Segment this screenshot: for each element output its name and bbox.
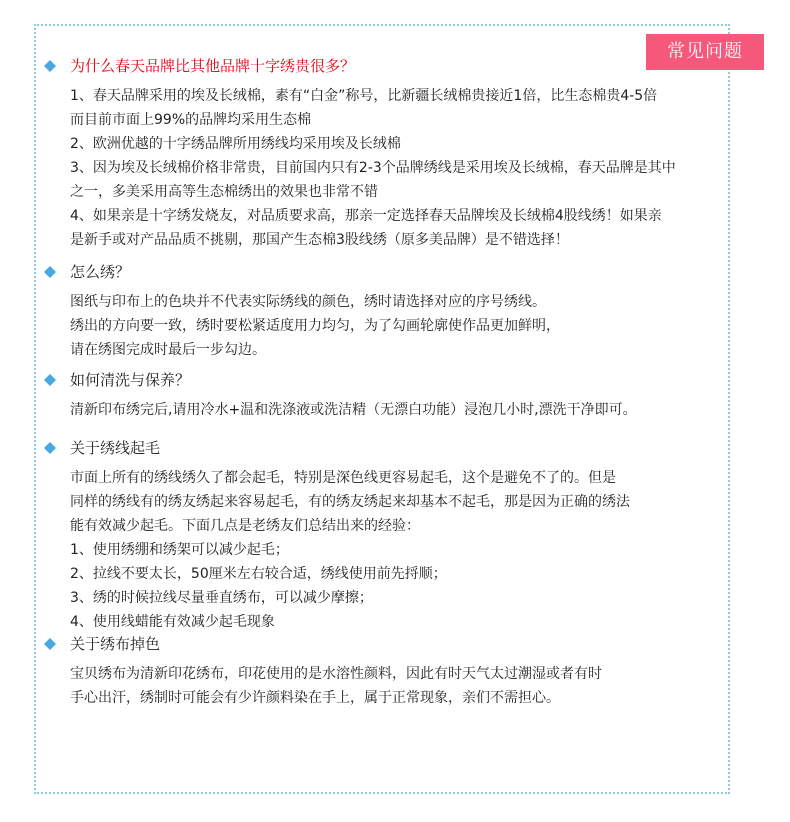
answer-line: 之一，多美采用高等生态棉绣出的效果也非常不错 <box>70 184 378 200</box>
answer-line: 市面上所有的绣线绣久了都会起毛，特别是深色线更容易起毛，这个是避免不了的。但是 <box>70 470 616 486</box>
answer-text <box>70 662 780 710</box>
answer-line: 3、绣的时候拉线尽量垂直绣布，可以减少摩擦； <box>70 590 373 606</box>
answer-line: 1、春天品牌采用的埃及长绒棉，素有“白金”称号，比新疆长绒棉贵接近1倍，比生态棉贵4-5倍 <box>70 88 658 104</box>
question-title: 关于绣布掉色 <box>70 635 161 653</box>
diamond-bullet-icon <box>44 442 56 454</box>
answer-line: 能有效减少起毛。下面几点是老绣友们总结出来的经验： <box>70 518 420 534</box>
diamond-bullet-icon <box>44 266 56 278</box>
answer-line: 4、使用线蜡能有效减少起毛现象 <box>70 614 275 630</box>
answer-line: 是新手或对产品品质不挑剔，那国产生态棉3股线绣（原多美品牌）是不错选择！ <box>70 232 569 248</box>
question-title: 如何清洗与保养？ <box>70 371 191 389</box>
question-title: 怎么绣？ <box>70 263 131 281</box>
answer-line: 绣出的方向要一致，绣时要松紧适度用力均匀，为了勾画轮廓使作品更加鲜明， <box>70 318 560 334</box>
answer-line: 1、使用绣绷和绣架可以减少起毛； <box>70 542 289 558</box>
question-title: 为什么春天品牌比其他品牌十字绣贵很多？ <box>70 57 356 75</box>
answer-line: 宝贝绣布为清新印花绣布，印花使用的是水溶性颜料，因此有时天气太过潮湿或者有时 <box>70 666 602 682</box>
answer-text <box>70 466 780 634</box>
answer-text <box>70 398 780 422</box>
diamond-bullet-icon <box>44 638 56 650</box>
answer-line: 2、欧洲优越的十字绣品牌所用绣线均采用埃及长绒棉 <box>70 136 401 152</box>
answer-line: 图纸与印布上的色块并不代表实际绣线的颜色，绣时请选择对应的序号绣线。 <box>70 294 546 310</box>
answer-line: 同样的绣线有的绣友绣起来容易起毛，有的绣友绣起来却基本不起毛，那是因为正确的绣法 <box>70 494 630 510</box>
faq-badge: 常见问题 <box>646 34 764 70</box>
question-title: 关于绣线起毛 <box>70 439 161 457</box>
diamond-bullet-icon <box>44 374 56 386</box>
answer-line: 4、如果亲是十字绣发烧友，对品质要求高，那亲一定选择春天品牌埃及长绒棉4股线绣！如果亲 <box>70 208 662 224</box>
answer-text <box>70 290 780 362</box>
answer-line: 清新印布绣完后,请用冷水+温和洗涤液或洗洁精（无漂白功能）浸泡几小时,漂洗干净即可。 <box>70 402 637 418</box>
answer-line: 2、拉线不要太长，50厘米左右较合适，绣线使用前先捋顺； <box>70 566 447 582</box>
diamond-bullet-icon <box>44 60 56 72</box>
answer-text <box>70 84 780 252</box>
answer-line: 而目前市面上99%的品牌均采用生态棉 <box>70 112 312 128</box>
answer-line: 3、因为埃及长绒棉价格非常贵，目前国内只有2-3个品牌绣线是采用埃及长绒棉，春天品牌是其中 <box>70 160 676 176</box>
answer-line: 手心出汗，绣制时可能会有少许颜料染在手上，属于正常现象，亲们不需担心。 <box>70 690 560 706</box>
answer-line: 请在绣图完成时最后一步勾边。 <box>70 342 266 358</box>
